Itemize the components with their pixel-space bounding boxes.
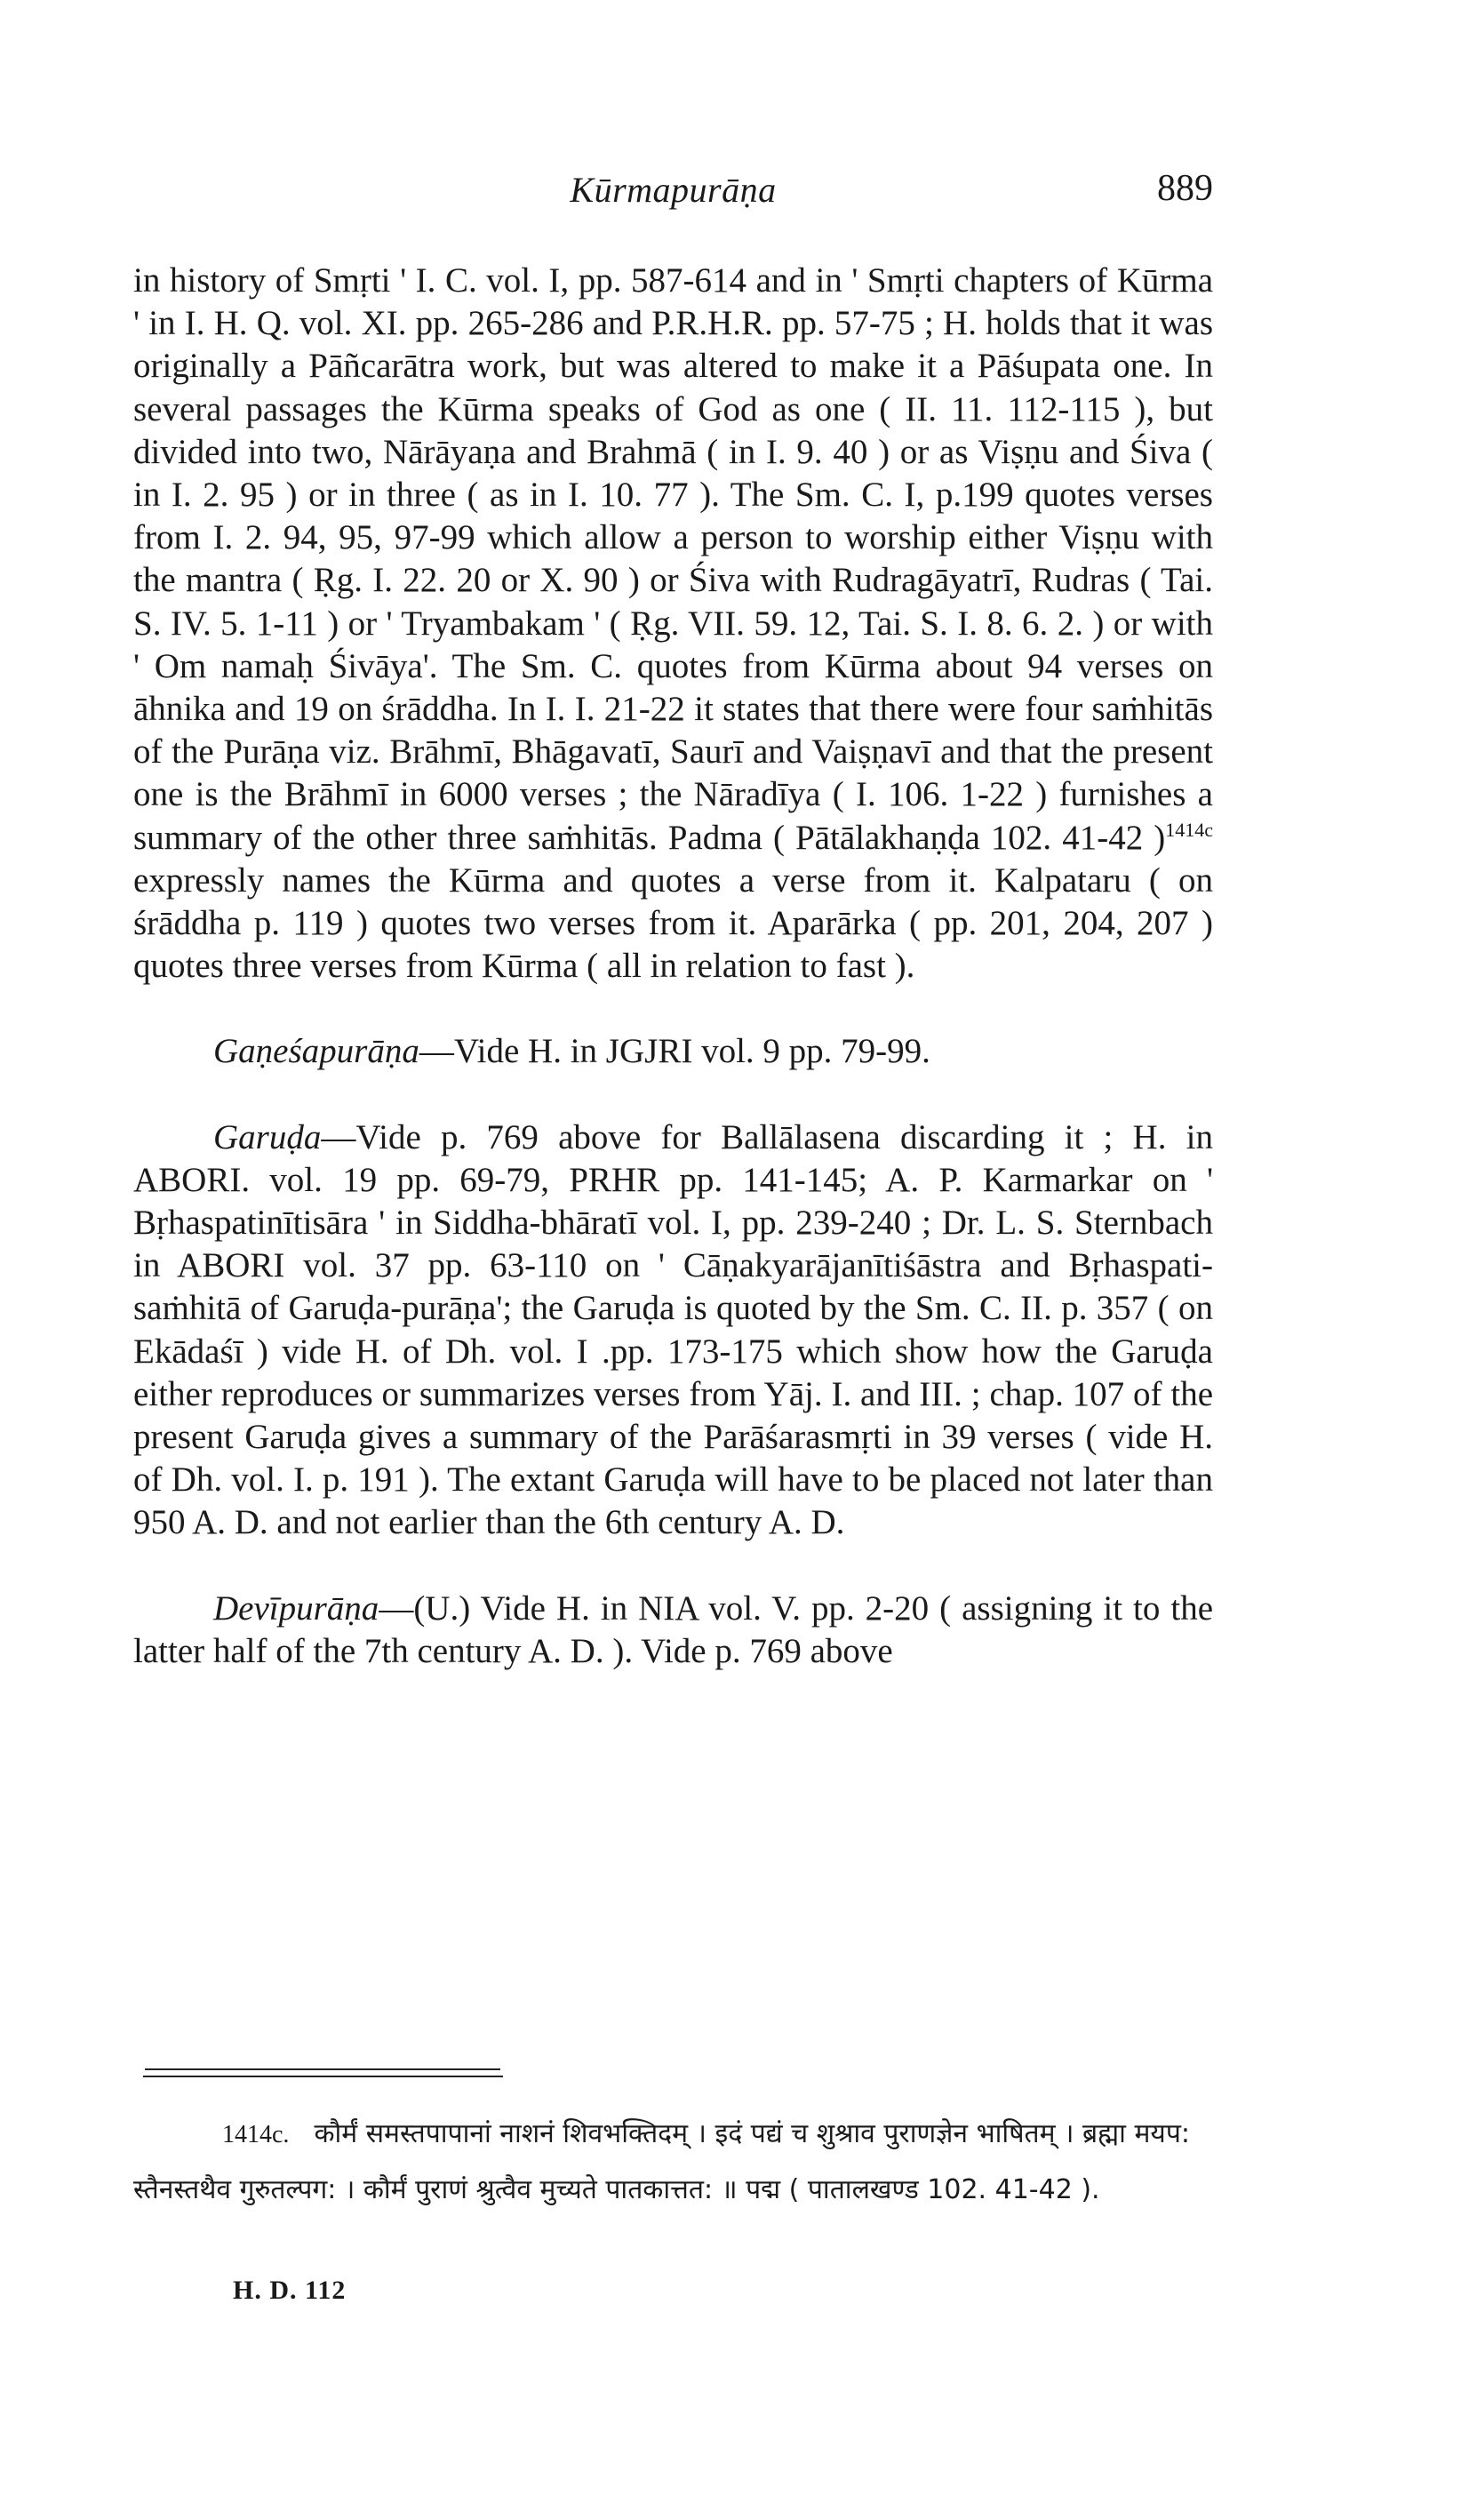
entry-heading: Garuḍa bbox=[213, 1117, 322, 1156]
signature-mark: H. D. 112 bbox=[233, 2276, 347, 2305]
paragraph-kurma-continuation bbox=[133, 260, 1213, 988]
paragraph-devipurana bbox=[133, 1588, 1213, 1673]
body-text bbox=[133, 260, 1213, 1673]
paragraph-ganesapurana bbox=[133, 1030, 1213, 1073]
footnote-number: 1414c. bbox=[222, 2121, 290, 2148]
footnote-divider bbox=[145, 2068, 500, 2070]
footnote-reference: 1414c bbox=[1165, 818, 1213, 841]
entry-heading: Devīpurāṇa bbox=[213, 1588, 379, 1628]
page-number: 889 bbox=[1157, 168, 1213, 209]
running-title: Kūrmapurāṇa bbox=[570, 170, 777, 210]
paragraph-text: —(U.) Vide H. in NIA vol. V. pp. 2-20 ( assigning it to the latter half of the 7th century A. D. ). Vide p. 769 above bbox=[133, 1588, 1213, 1670]
paragraph-text-tail: expressly names the Kūrma and quotes a verse from it. Kalpataru ( on śrāddha p. 119 ) quotes two verses from it. Aparārka ( pp. 201, 204, 207 ) quotes three verses from Kūrma ( all in relation to fast ). bbox=[133, 860, 1213, 986]
footnote-divider bbox=[143, 2076, 503, 2077]
entry-heading: Gaṇeśapurāṇa bbox=[213, 1032, 419, 1071]
footnote-text: कौर्मं समस्तपापानां नाशनं शिवभक्तिदम् । इदं पद्यं च शुश्राव पुराणज्ञेन भाषितम् । ब्रह्मा मयप: स्तैनस्तथैव गुरुतल्पग: । कौर्मं पुराणं श्रुत्वैव मुच्यते पातकात्तत: ॥ पद्म ( पातालखण्ड 102. 41-42 ). bbox=[133, 2118, 1190, 2205]
paragraph-text: in history of Smṛti ' I. C. vol. I, pp. 587-614 and in ' Smṛti chapters of Kūrma ' in I. H. Q. vol. XI. pp. 265-286 and P.R.H.R. pp. 57-75 ; H. holds that it was originally a Pāñcarātra work, but was altered to make it a Pāśupata one. In several passages the Kūrma speaks of God as one ( II. 11. 112-115 ), but divided into two, Nārāyaṇa and Brahmā ( in I. 9. 40 ) or as Viṣṇu and Śiva ( in I. 2. 95 ) or in three ( as in I. 10. 77 ). The Sm. C. I, p.199 quotes verses from I. 2. 94, 95, 97-99 which allow a person to worship either Viṣṇu with the mantra ( Ṛg. I. 22. 20 or X. 90 ) or Śiva with Rudragāyatrī, Rudras ( Tai. S. IV. 5. 1-11 ) or ' Tryambakam ' ( Ṛg. VII. 59. 12, Tai. S. I. 8. 6. 2. ) or with ' Om namaḥ Śivāya'. The Sm. C. quotes from Kūrma about 94 verses on āhnika and 19 on śrāddha. In I. I. 21-22 it states that there were four saṁhitās of the Purāṇa viz. Brāhmī, Bhāgavatī, Saurī and Vaiṣṇavī and that the present one is the Brāhmī in 6000 verses ; the Nāradīya ( I. 106. 1-22 ) furnishes a summary of the other three saṁhitās. Padma ( Pātālakhaṇḍa 102. 41-42 ) bbox=[133, 261, 1213, 857]
running-head bbox=[133, 169, 1213, 222]
paragraph-text: —Vide p. 769 above for Ballālasena discarding it ; H. in ABORI. vol. 19 pp. 69-79, PRHR pp. 141-145; A. P. Karmarkar on ' Bṛhaspatinītisāra ' in Siddha-bhāratī vol. I, pp. 239-240 ; Dr. L. S. Sternbach in ABORI vol. 37 pp. 63-110 on ' Cāṇakyarājanītiśāstra and Bṛhaspati-saṁhitā of Garuḍa-purāṇa'; the Garuḍa is quoted by the Sm. C. II. p. 357 ( on Ekādaśī ) vide H. of Dh. vol. I .pp. 173-175 which show how the Garuḍa either reproduces or summarizes verses from Yāj. I. and III. ; chap. 107 of the present Garuḍa gives a summary of the Parāśarasmṛti in 39 verses ( vide H. of Dh. vol. I. p. 191 ). The extant Garuḍa will have to be placed not later than 950 A. D. and not earlier than the 6th century A. D. bbox=[133, 1117, 1213, 1542]
footnote bbox=[133, 2107, 1213, 2218]
paragraph-text: —Vide H. in JGJRI vol. 9 pp. 79-99. bbox=[419, 1032, 930, 1071]
paragraph-garuda bbox=[133, 1116, 1213, 1545]
